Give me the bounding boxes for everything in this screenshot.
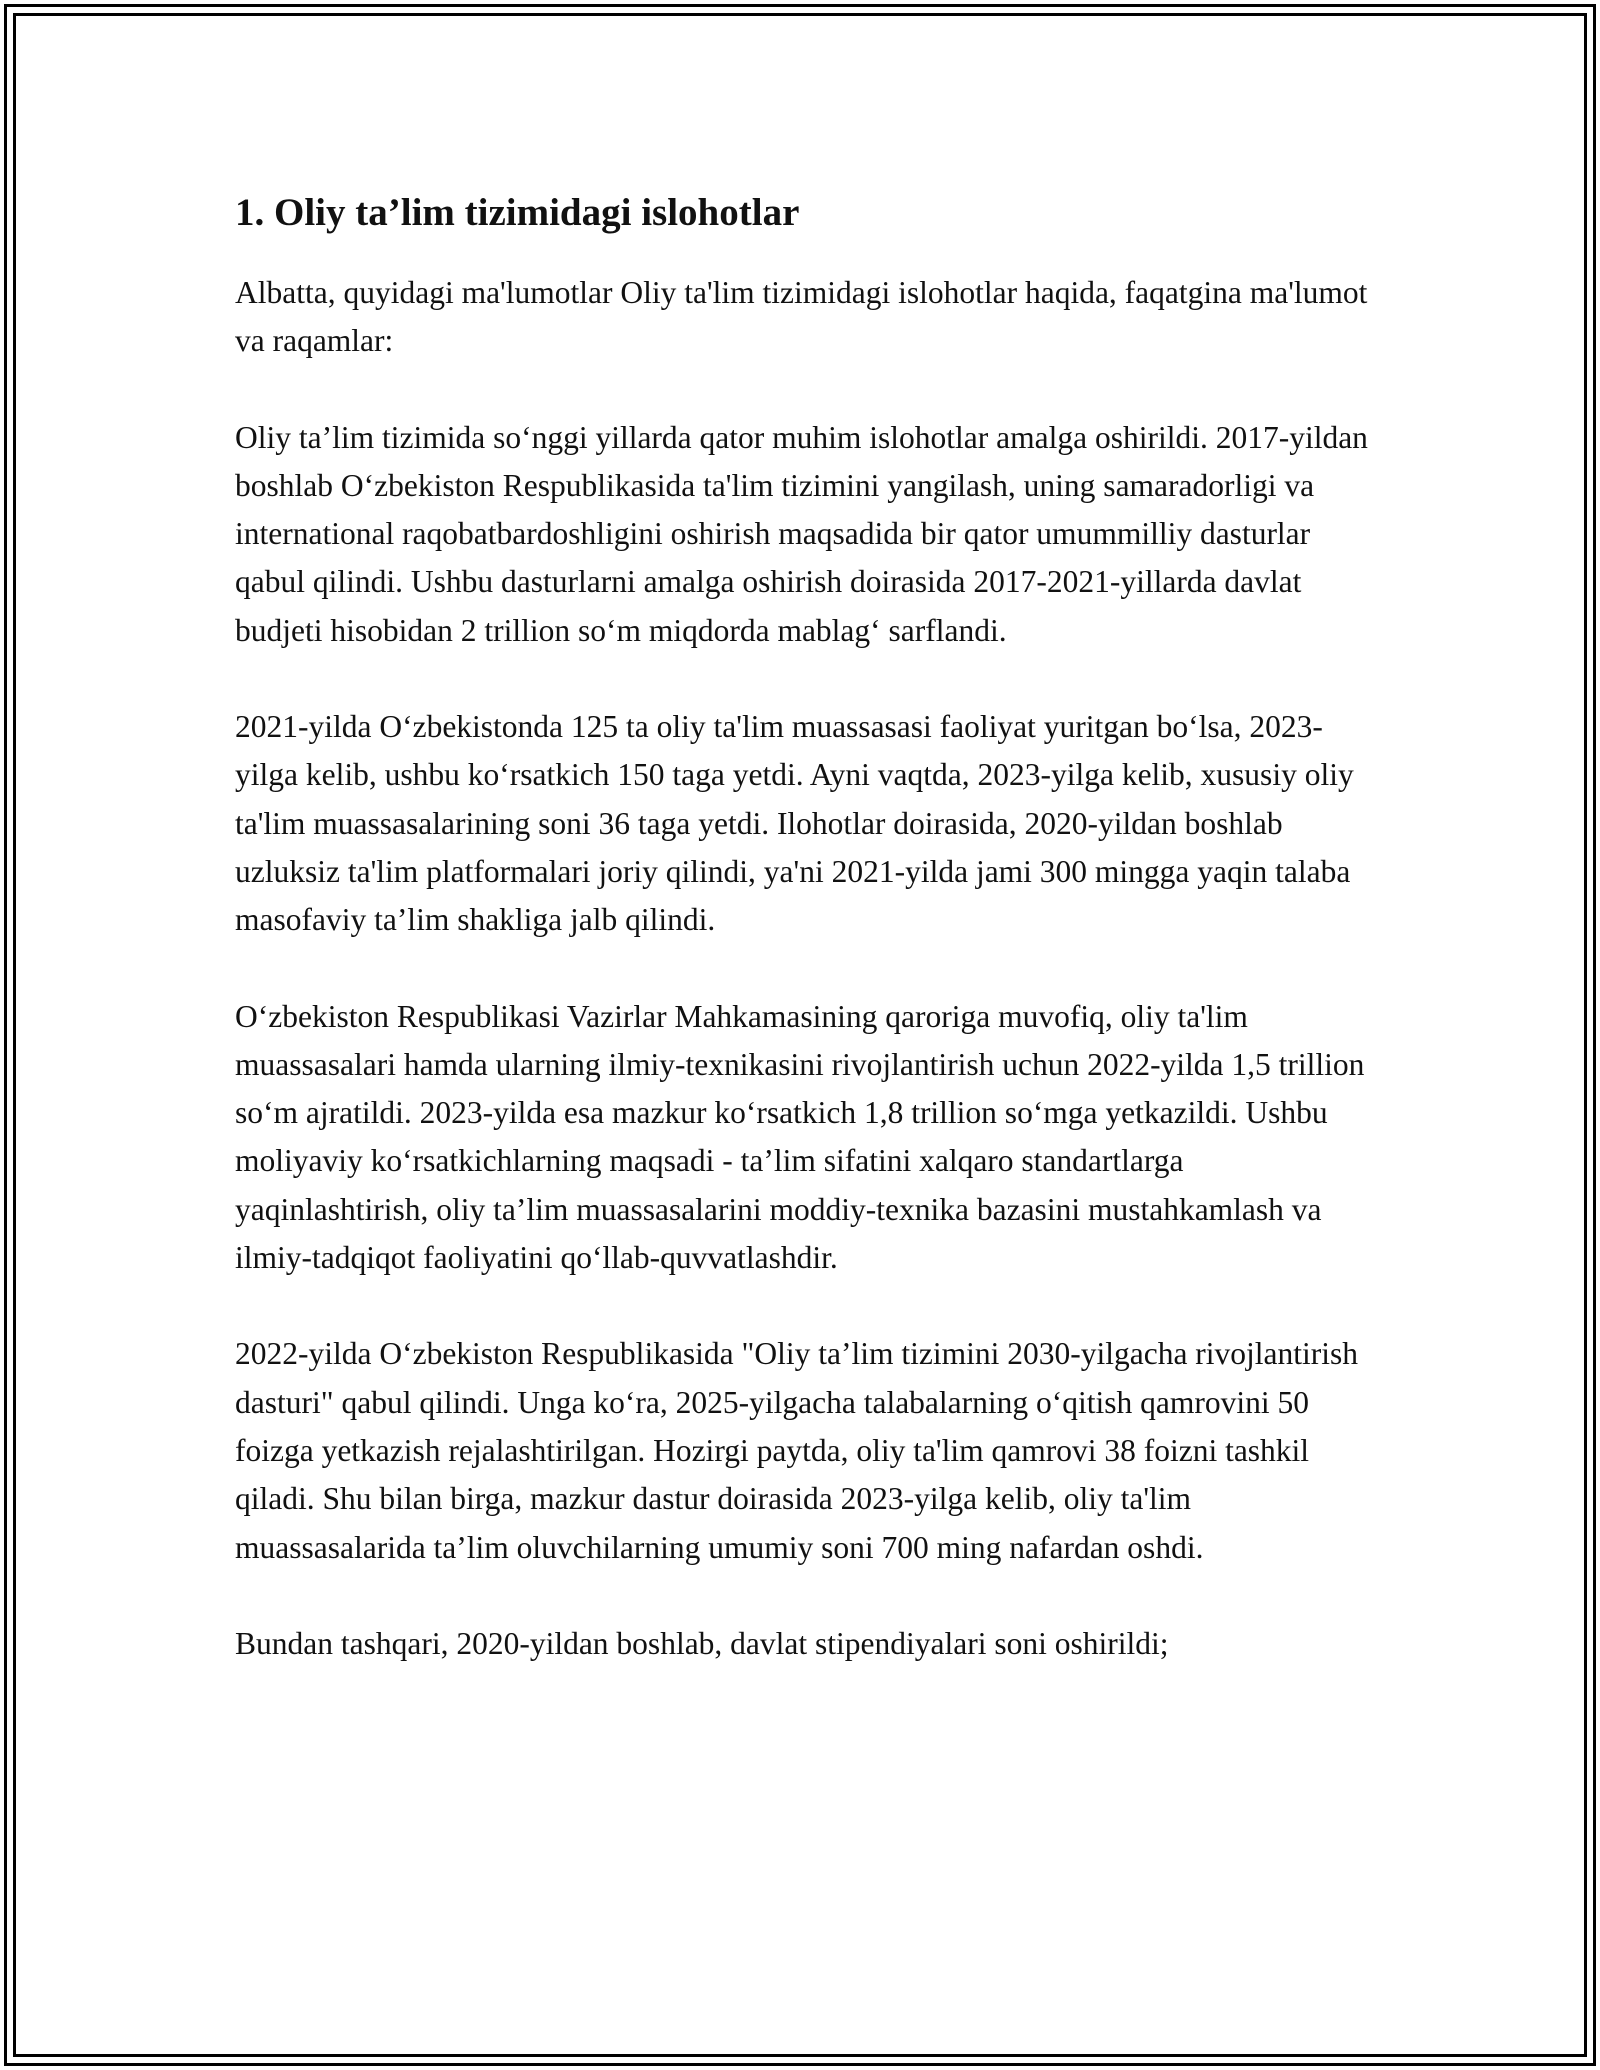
section-heading: 1. Oliy ta’lim tizimidagi islohotlar	[235, 191, 800, 234]
paragraph-stipends: Bundan tashqari, 2020-yildan boshlab, davlat stipendiyalari soni oshirildi;	[235, 1625, 1169, 1661]
document-body	[235, 185, 1375, 1716]
paragraph-intro: Albatta, quyidagi ma'lumotlar Oliy ta'lim tizimidagi islohotlar haqida, faqatgina ma'lumot va raqamlar:	[235, 275, 1368, 359]
paragraph-2030-program: 2022-yilda O‘zbekiston Respublikasida "Oliy ta’lim tizimini 2030-yilgacha rivojlantirish dasturi" qabul qilindi. Unga ko‘ra, 2025-yilgacha talabalarning o‘qitish qamrovini 50 foizga yetkazish rejalashtirilgan. Hozirgi paytda, oliy ta'lim qamrovi 38 foizni tashkil qiladi. Shu bilan birga, mazkur dastur doirasida 2023-yilga kelib, oliy ta'lim muassasalarida ta’lim oluvchilarning umumiy soni 700 ming nafardan oshdi.	[235, 1336, 1359, 1565]
paragraph-institutions-count: 2021-yilda O‘zbekistonda 125 ta oliy ta'lim muassasasi faoliyat yuritgan bo‘lsa, 2023-yilga kelib, ushbu ko‘rsatkich 150 taga yetdi. Ayni vaqtda, 2023-yilga kelib, xususiy oliy ta'lim muassasalarining soni 36 taga yetdi. Ilohotlar doirasida, 2020-yildan boshlab uzluksiz ta'lim platformalari joriy qilindi, ya'ni 2021-yilda jami 300 mingga yaqin talaba masofaviy ta’lim shakliga jalb qilindi.	[235, 709, 1354, 938]
paragraph-funding: O‘zbekiston Respublikasi Vazirlar Mahkamasining qaroriga muvofiq, oliy ta'lim muassasalari hamda ularning ilmiy-texnikasini rivojlantirish uchun 2022-yilda 1,5 trillion so‘m ajratildi. 2023-yilda esa mazkur ko‘rsatkich 1,8 trillion so‘mga yetkazildi. Ushbu moliyaviy ko‘rsatkichlarning maqsadi - ta’lim sifatini xalqaro standartlarga yaqinlashtirish, oliy ta’lim muassasalarini moddiy-texnika bazasini mustahkamlash va ilmiy-tadqiqot faoliyatini qo‘llab-quvvatlashdir.	[235, 998, 1365, 1276]
paragraph-reforms-2017: Oliy ta’lim tizimida so‘nggi yillarda qator muhim islohotlar amalga oshirildi. 2017-yildan boshlab O‘zbekiston Respublikasida ta'lim tizimini yangilash, uning samaradorligi va international raqobatbardoshligini oshirish maqsadida bir qator umummilliy dasturlar qabul qilindi. Ushbu dasturlarni amalga oshirish doirasida 2017-2021-yillarda davlat budjeti hisobidan 2 trillion so‘m miqdorda mablag‘ sarflandi.	[235, 419, 1368, 648]
